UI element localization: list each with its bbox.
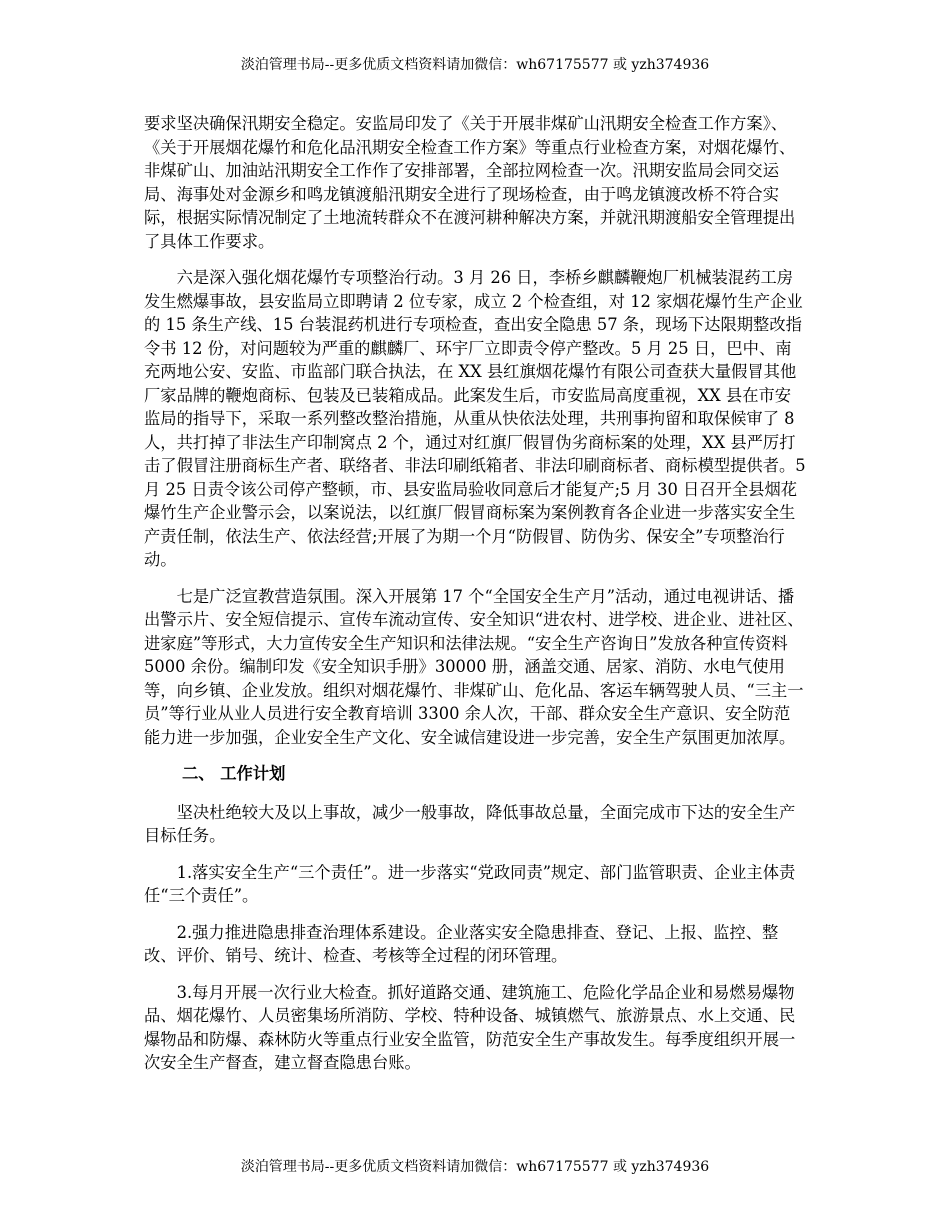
section-heading-work-plan: 二、 工作计划 xyxy=(182,764,286,783)
paragraph-plan-item-3: 3.每月开展一次行业大检查。抓好道路交通、建筑施工、危险化学品企业和易燃易爆物品、烟花爆竹、人员密集场所消防、学校、特种设备、城镇燃气、旅游景点、水上交通、民爆物品和防爆、森林防火等重点行业安全监管，防范安全生产事故发生。每季度组织开展一次安全生产督查，建立督查隐患台账。 xyxy=(144,982,796,1072)
paragraph-plan-goal: 坚决杜绝较大及以上事故，减少一般事故，降低事故总量，全面完成市下达的安全生产目标任务。 xyxy=(144,802,796,845)
paragraph-publicity-education: 七是广泛宣教营造氛围。深入开展第 17 个“全国安全生产月”活动，通过电视讲话、播出警示片、安全短信提示、宣传车流动宣传、安全知识“进农村、进学校、进企业、进社区、进家庭”等形式，大力宣传安全生产知识和法律法规。“安全生产咨询日”发放各种宣传资料 5000 余份。编制印发《安全知识手册》30000 册，涵盖交通、居家、消防、水电气使用等，向乡镇、企业发放。组织对烟花爆竹、非煤矿山、危化品、客运车辆驾驶人员、“三主一员”等行业从业人员进行安全教育培训 3300 余人次，干部、群众安全生产意识、安全防范能力进一步加强，企业安全生产文化、安全诚信建设进一步完善，安全生产氛围更加浓厚。 xyxy=(144,586,804,747)
paragraph-plan-item-1: 1.落实安全生产“三个责任”。进一步落实“党政同责”规定、部门监管职责、企业主体责任“三个责任”。 xyxy=(144,862,796,905)
page-header: 淡泊管理书局--更多优质文档资料请加微信：wh67175577 或 yzh374936 xyxy=(240,57,710,73)
paragraph-fireworks-rectification: 六是深入强化烟花爆竹专项整治行动。3 月 26 日，李桥乡麒麟鞭炮厂机械装混药工房发生燃爆事故，县安监局立即聘请 2 位专家，成立 2 个检查组，对 12 家烟花爆竹生产企业的 15 条生产线、15 台装混药机进行专项检查，查出安全隐患 57 条，现场下达限期整改指令书 12 份，对问题较为严重的麒麟厂、环宇厂立即责令停产整改。5 月 25 日，巴中、南充两地公安、安监、市监部门联合执法，在 XX 县红旗烟花爆竹有限公司查获大量假冒其他厂家品牌的鞭炮商标、包装及已装箱成品。此案发生后，市安监局高度重视，XX 县在市安监局的指导下，采取一系列整改整治措施，从重从快依法处理，共刑事拘留和取保候审了 8 人，共打掉了非法生产印制窝点 2 个，通过对红旗厂假冒伪劣商标案的处理，XX 县严厉打击了假冒注册商标生产者、联络者、非法印刷纸箱者、非法印刷商标者、商标模型提供者。5 月 25 日责令该公司停产整顿，市、县安监局验收同意后才能复产;5 月 30 日召开全县烟花爆竹生产企业警示会，以案说法，以红旗厂假冒商标案为案例教育各企业进一步落实安全生产责任制，依法生产、依法经营;开展了为期一个月“防假冒、防伪劣、保安全”专项整治行动。 xyxy=(144,268,806,569)
document-body xyxy=(144,112,806,1075)
paragraph-flood-safety: 要求坚决确保汛期安全稳定。安监局印发了《关于开展非煤矿山汛期安全检查工作方案》、《关于开展烟花爆竹和危化品汛期安全检查工作方案》等重点行业检查方案，对烟花爆竹、非煤矿山、加油站汛期安全工作作了安排部署，全部拉网检查一次。汛期安监局会同交运局、海事处对金源乡和鸣龙镇渡船汛期安全进行了现场检查，由于鸣龙镇渡改桥不符合实际，根据实际情况制定了土地流转群众不在渡河耕种解决方案，并就汛期渡船安全管理提出了具体工作要求。 xyxy=(144,114,796,251)
paragraph-plan-item-2: 2.强力推进隐患排查治理体系建设。企业落实安全隐患排查、登记、上报、监控、整改、评价、销号、统计、检查、考核等全过程的闭环管理。 xyxy=(144,922,779,965)
page-footer: 淡泊管理书局--更多优质文档资料请加微信：wh67175577 或 yzh374936 xyxy=(240,1159,710,1175)
